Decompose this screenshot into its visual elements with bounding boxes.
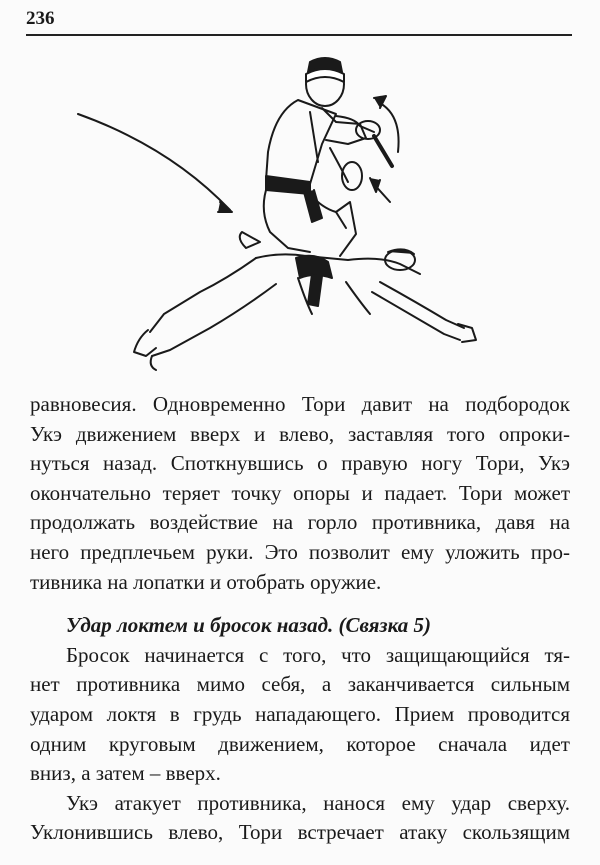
text-line: Уклонившись влево, Тори встречает атаку скользящим <box>30 820 570 845</box>
text-line: вниз, а затем – вверх. <box>30 761 221 786</box>
text-line: нуться назад. Споткнувшись о правую ногу Тори, Укэ <box>30 451 570 476</box>
text-line: тивника на лопатки и отобрать оружие. <box>30 569 382 594</box>
page-number: 236 <box>26 8 55 29</box>
text-line: окончательно теряет точку опоры и падает. Тори может <box>30 480 570 505</box>
header-rule <box>26 34 572 36</box>
text-line: продолжать воздействие на горло противника, давя на <box>30 510 570 535</box>
text-line: него предплечьем руки. Это позволит ему уложить про- <box>30 539 570 564</box>
text-line: ударом локтя в грудь нападающего. Прием проводится <box>30 701 570 726</box>
judo-throw-illustration <box>60 52 500 382</box>
text-line: нет противника мимо себя, а заканчивается сильным <box>30 672 570 697</box>
motion-arrow-left <box>78 114 230 210</box>
text-line: Укэ движением вверх и влево, заставляя того опроки- <box>30 421 570 446</box>
text-line: равновесия. Одновременно Тори давит на подбородок <box>30 392 570 416</box>
section-heading: Удар локтем и бросок назад. (Связка 5) <box>66 613 431 638</box>
text-line: Укэ атакует противника, нанося ему удар сверху. <box>66 790 570 815</box>
text-line: одним круговым движением, которое сначала идет <box>30 731 570 756</box>
text-line: Бросок начинается с того, что защищающийся тя- <box>66 642 570 667</box>
